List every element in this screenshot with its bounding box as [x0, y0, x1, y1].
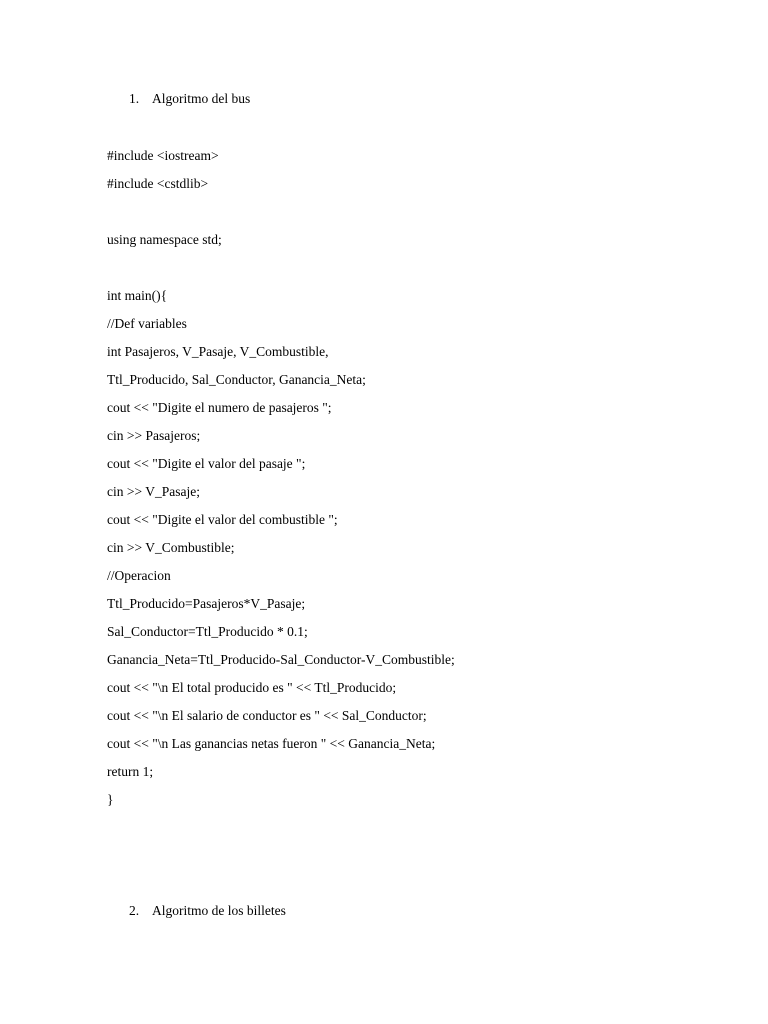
code-line: cout << "Digite el valor del combustible ";	[107, 512, 338, 527]
code-line: cout << "\n El total producido es " << Ttl_Producido;	[107, 680, 397, 695]
code-line: int main(){	[107, 288, 168, 303]
code-line: Ttl_Producido, Sal_Conductor, Ganancia_Neta;	[107, 372, 366, 387]
section-number: 1.	[129, 91, 140, 106]
code-line: cout << "Digite el numero de pasajeros ";	[107, 400, 332, 415]
code-line: return 1;	[107, 764, 154, 779]
code-line: Sal_Conductor=Ttl_Producido * 0.1;	[107, 624, 308, 639]
code-line: cout << "Digite el valor del pasaje ";	[107, 456, 306, 471]
code-line: //Def variables	[107, 316, 187, 331]
code-line: cout << "\n El salario de conductor es " << Sal_Conductor;	[107, 708, 427, 723]
code-line: cout << "\n Las ganancias netas fueron " << Ganancia_Neta;	[107, 736, 436, 751]
code-line: cin >> V_Pasaje;	[107, 484, 200, 499]
code-line: cin >> Pasajeros;	[107, 428, 201, 443]
code-line	[107, 194, 455, 222]
section-heading-1	[129, 91, 250, 107]
section-heading-2	[129, 903, 286, 919]
code-line: cin >> V_Combustible;	[107, 540, 235, 555]
code-listing	[107, 138, 455, 810]
section-title: Algoritmo de los billetes	[152, 903, 286, 918]
code-line	[107, 250, 455, 278]
code-line: #include <cstdlib>	[107, 176, 209, 191]
code-line: //Operacion	[107, 568, 171, 583]
code-line: }	[107, 792, 114, 807]
code-line: Ganancia_Neta=Ttl_Producido-Sal_Conductor-V_Combustible;	[107, 652, 455, 667]
section-number: 2.	[129, 903, 140, 918]
code-line: using namespace std;	[107, 232, 222, 247]
section-title: Algoritmo del bus	[152, 91, 251, 106]
code-line: #include <iostream>	[107, 148, 219, 163]
code-line: int Pasajeros, V_Pasaje, V_Combustible,	[107, 344, 329, 359]
code-line: Ttl_Producido=Pasajeros*V_Pasaje;	[107, 596, 306, 611]
